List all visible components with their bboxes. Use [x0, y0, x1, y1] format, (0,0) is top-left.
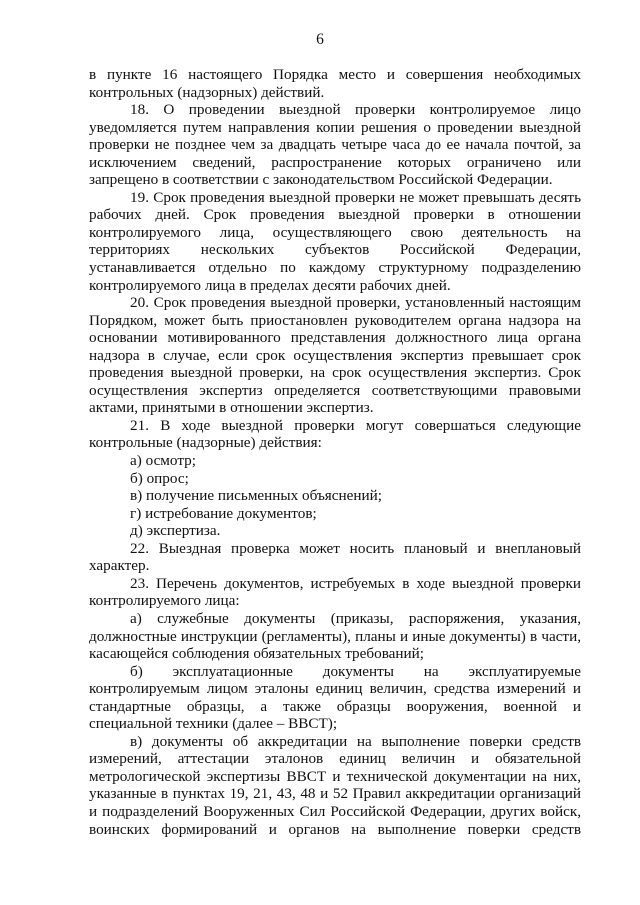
actions-list — [89, 452, 581, 540]
page-number: 6 — [316, 31, 324, 48]
list-item-document-request: г) истребование документов; — [130, 504, 317, 522]
paragraph-continuation: в пункте 16 настоящего Порядка место и совершения необходимых контрольных (надзорных) действий. — [89, 66, 581, 101]
list-item-survey: б) опрос; — [130, 469, 189, 487]
document-body — [89, 66, 581, 838]
paragraph-20-suspension: 20. Срок проведения выездной проверки, установленный настоящим Порядком, может быть приостановлен руководителем органа надзора на основании мотивированного представления должностного лица органа надзора в случае, если срок осуществления экспертиз превышает срок проведения выездной проверки, на срок осуществления экспертиз. Срок осуществления экспертиз определяется соответствующими правовыми актами, принятыми в отношении экспертиз. — [89, 294, 581, 417]
paragraph-18-notification: 18. О проведении выездной проверки контролируемое лицо уведомляется путем направления копии решения о проведении выездной проверки не позднее чем за двадцать четыре часа до ее начала почтой, за исключением сведений, распространение которых ограничено или запрещено в соответствии с законодательством Российской Федерации. — [89, 101, 581, 189]
paragraph-23b-operational-documents: б) эксплуатационные документы на эксплуатируемые контролируемым лицом эталоны единиц величин, средства измерений и стандартные образцы, а также образцы вооружения, военной и специальной техники (далее – ВВСТ); — [89, 662, 581, 733]
list-item-inspection: а) осмотр; — [130, 452, 196, 470]
paragraph-19-duration: 19. Срок проведения выездной проверки не может превышать десять рабочих дней. Срок проведения выездной проверки в отношении контролируемого лица, осуществляющего свою деятельность на территориях нескольких субъектов Российской Федерации, устанавливается отдельно по каждому структурному подразделению контролируемого лица в пределах десяти рабочих дней. — [89, 188, 581, 294]
paragraph-23a-service-documents: а) служебные документы (приказы, распоряжения, указания, должностные инструкции (регламенты), планы и иные документы) в части, касающейся соблюдения обязательных требований; — [89, 609, 581, 663]
paragraph-21-actions-intro: 21. В ходе выездной проверки могут совершаться следующие контрольные (надзорные) действия: — [89, 416, 581, 452]
list-item-written-explanations: в) получение письменных объяснений; — [130, 487, 383, 505]
paragraph-23v-accreditation-documents: в) документы об аккредитации на выполнение поверки средств измерений, аттестации эталонов единиц величин и обязательной метрологической экспертизы ВВСТ и технической документации на них, указанные в пунктах 19, 21, 43, 48 и 52 Правил аккредитации организаций и подразделений Вооруженных Сил Российской Федерации, других войск, воинских формирований и органов на выполнение поверки средств — [89, 732, 581, 838]
paragraph-23-documents-intro: 23. Перечень документов, истребуемых в ходе выездной проверки контролируемого лица: — [89, 574, 581, 610]
list-item-expertise: д) экспертиза. — [130, 522, 221, 540]
paragraph-22-inspection-type: 22. Выездная проверка может носить плановый и внеплановый характер. — [89, 539, 581, 575]
